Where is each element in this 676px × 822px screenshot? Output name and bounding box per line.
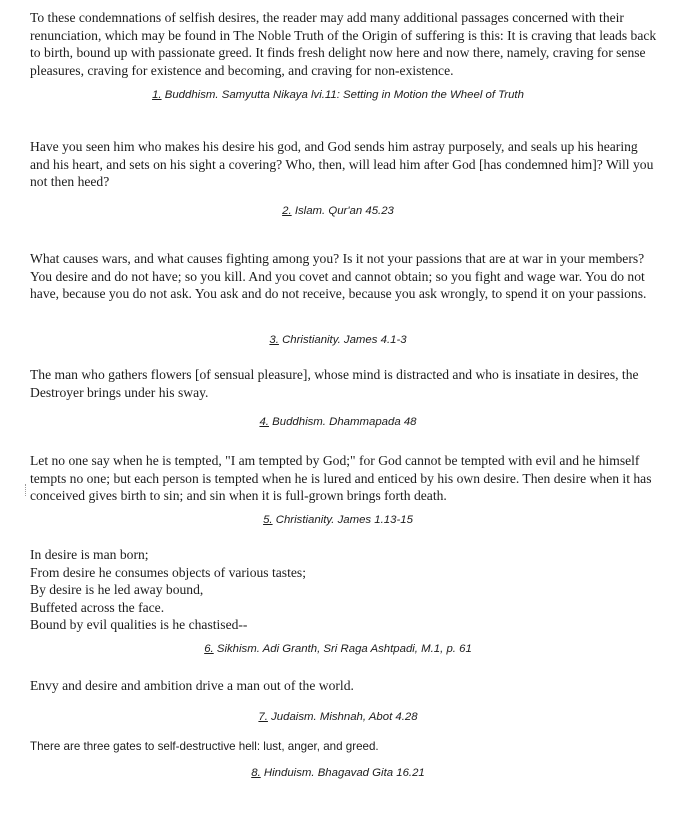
citation-7-number: 7. [258,711,268,723]
citation-2-source: Islam. Qur'an 45.23 [294,205,394,217]
citation-2 [0,204,676,218]
passage-6-verse [30,546,660,634]
citation-8 [0,766,676,780]
citation-4 [0,415,676,429]
passage-5-text: Let no one say when he is tempted, "I am tempted by God;" for God cannot be tempted with evil and he himself tempts no one; but each person is tempted when he is lured and enticed by his own desire. Then desire when it has conceived gives birth to sin; and sin when it is full-grown brings forth death. [30,453,652,503]
citation-6-number: 6. [204,643,214,655]
verse-line: Bound by evil qualities is he chastised-- [30,617,248,632]
citation-3 [0,333,676,347]
citation-5-source: Christianity. James 1.13-15 [275,514,413,526]
citation-1-source: Buddhism. Samyutta Nikaya lvi.11: Setting in Motion the Wheel of Truth [164,89,524,101]
citation-5 [0,513,676,527]
citation-4-number: 4. [259,416,269,428]
verse-line: By desire is he led away bound, [30,582,204,597]
citation-7-source: Judaism. Mishnah, Abot 4.28 [271,711,418,723]
passage-3-text: What causes wars, and what causes fighting among you? Is it not your passions that are at war in your members? You desire and do not have; so you kill. And you covet and cannot obtain; so you fight and wage war. You do not have, because you do not ask. You ask and do not receive, because you ask wrongly, to spend it on your passions. [30,251,647,301]
passage-7-text: Envy and desire and ambition drive a man out of the world. [30,678,354,693]
citation-2-number: 2. [282,205,292,217]
citation-6 [0,642,676,656]
verse-line: Buffeted across the face. [30,599,165,615]
passage-1-text: To these condemnations of selfish desires, the reader may add many additional passages concerned with their renunciation, which may be found in The Noble Truth of the Origin of suffering is this: It is craving that leads back to birth, bound up with passionate greed. It finds fresh delight now here and now there, namely, craving for sense pleasures, craving for existence and becoming, and craving for non-existence. [30,10,657,78]
citation-3-number: 3. [269,334,279,346]
passage-2-text: Have you seen him who makes his desire his god, and God sends him astray purposely, and seals up his hearing and his heart, and sets on his sight a covering? Who, then, will lead him after God [has condemned him]? Will you not then heed? [30,139,654,189]
verse-line: In desire is man born; [30,547,149,562]
verse-line: From desire he consumes objects of various tastes; [30,564,306,580]
citation-1-number: 1. [152,89,162,101]
citation-5-number: 5. [263,514,273,526]
passage-4-text: The man who gathers flowers [of sensual pleasure], whose mind is distracted and who is insatiate in desires, the Destroyer brings under his sway. [30,367,639,400]
citation-1 [0,88,676,102]
citation-6-source: Sikhism. Adi Granth, Sri Raga Ashtpadi, M.1, p. 61 [216,643,472,655]
citation-3-source: Christianity. James 4.1-3 [282,334,407,346]
citation-4-source: Buddhism. Dhammapada 48 [272,416,417,428]
passage-8-text: There are three gates to self-destructive hell: lust, anger, and greed. [30,740,379,753]
citation-8-source: Hinduism. Bhagavad Gita 16.21 [263,767,425,779]
citation-7 [0,710,676,724]
citation-8-number: 8. [251,767,261,779]
scan-margin-mark [25,484,27,496]
